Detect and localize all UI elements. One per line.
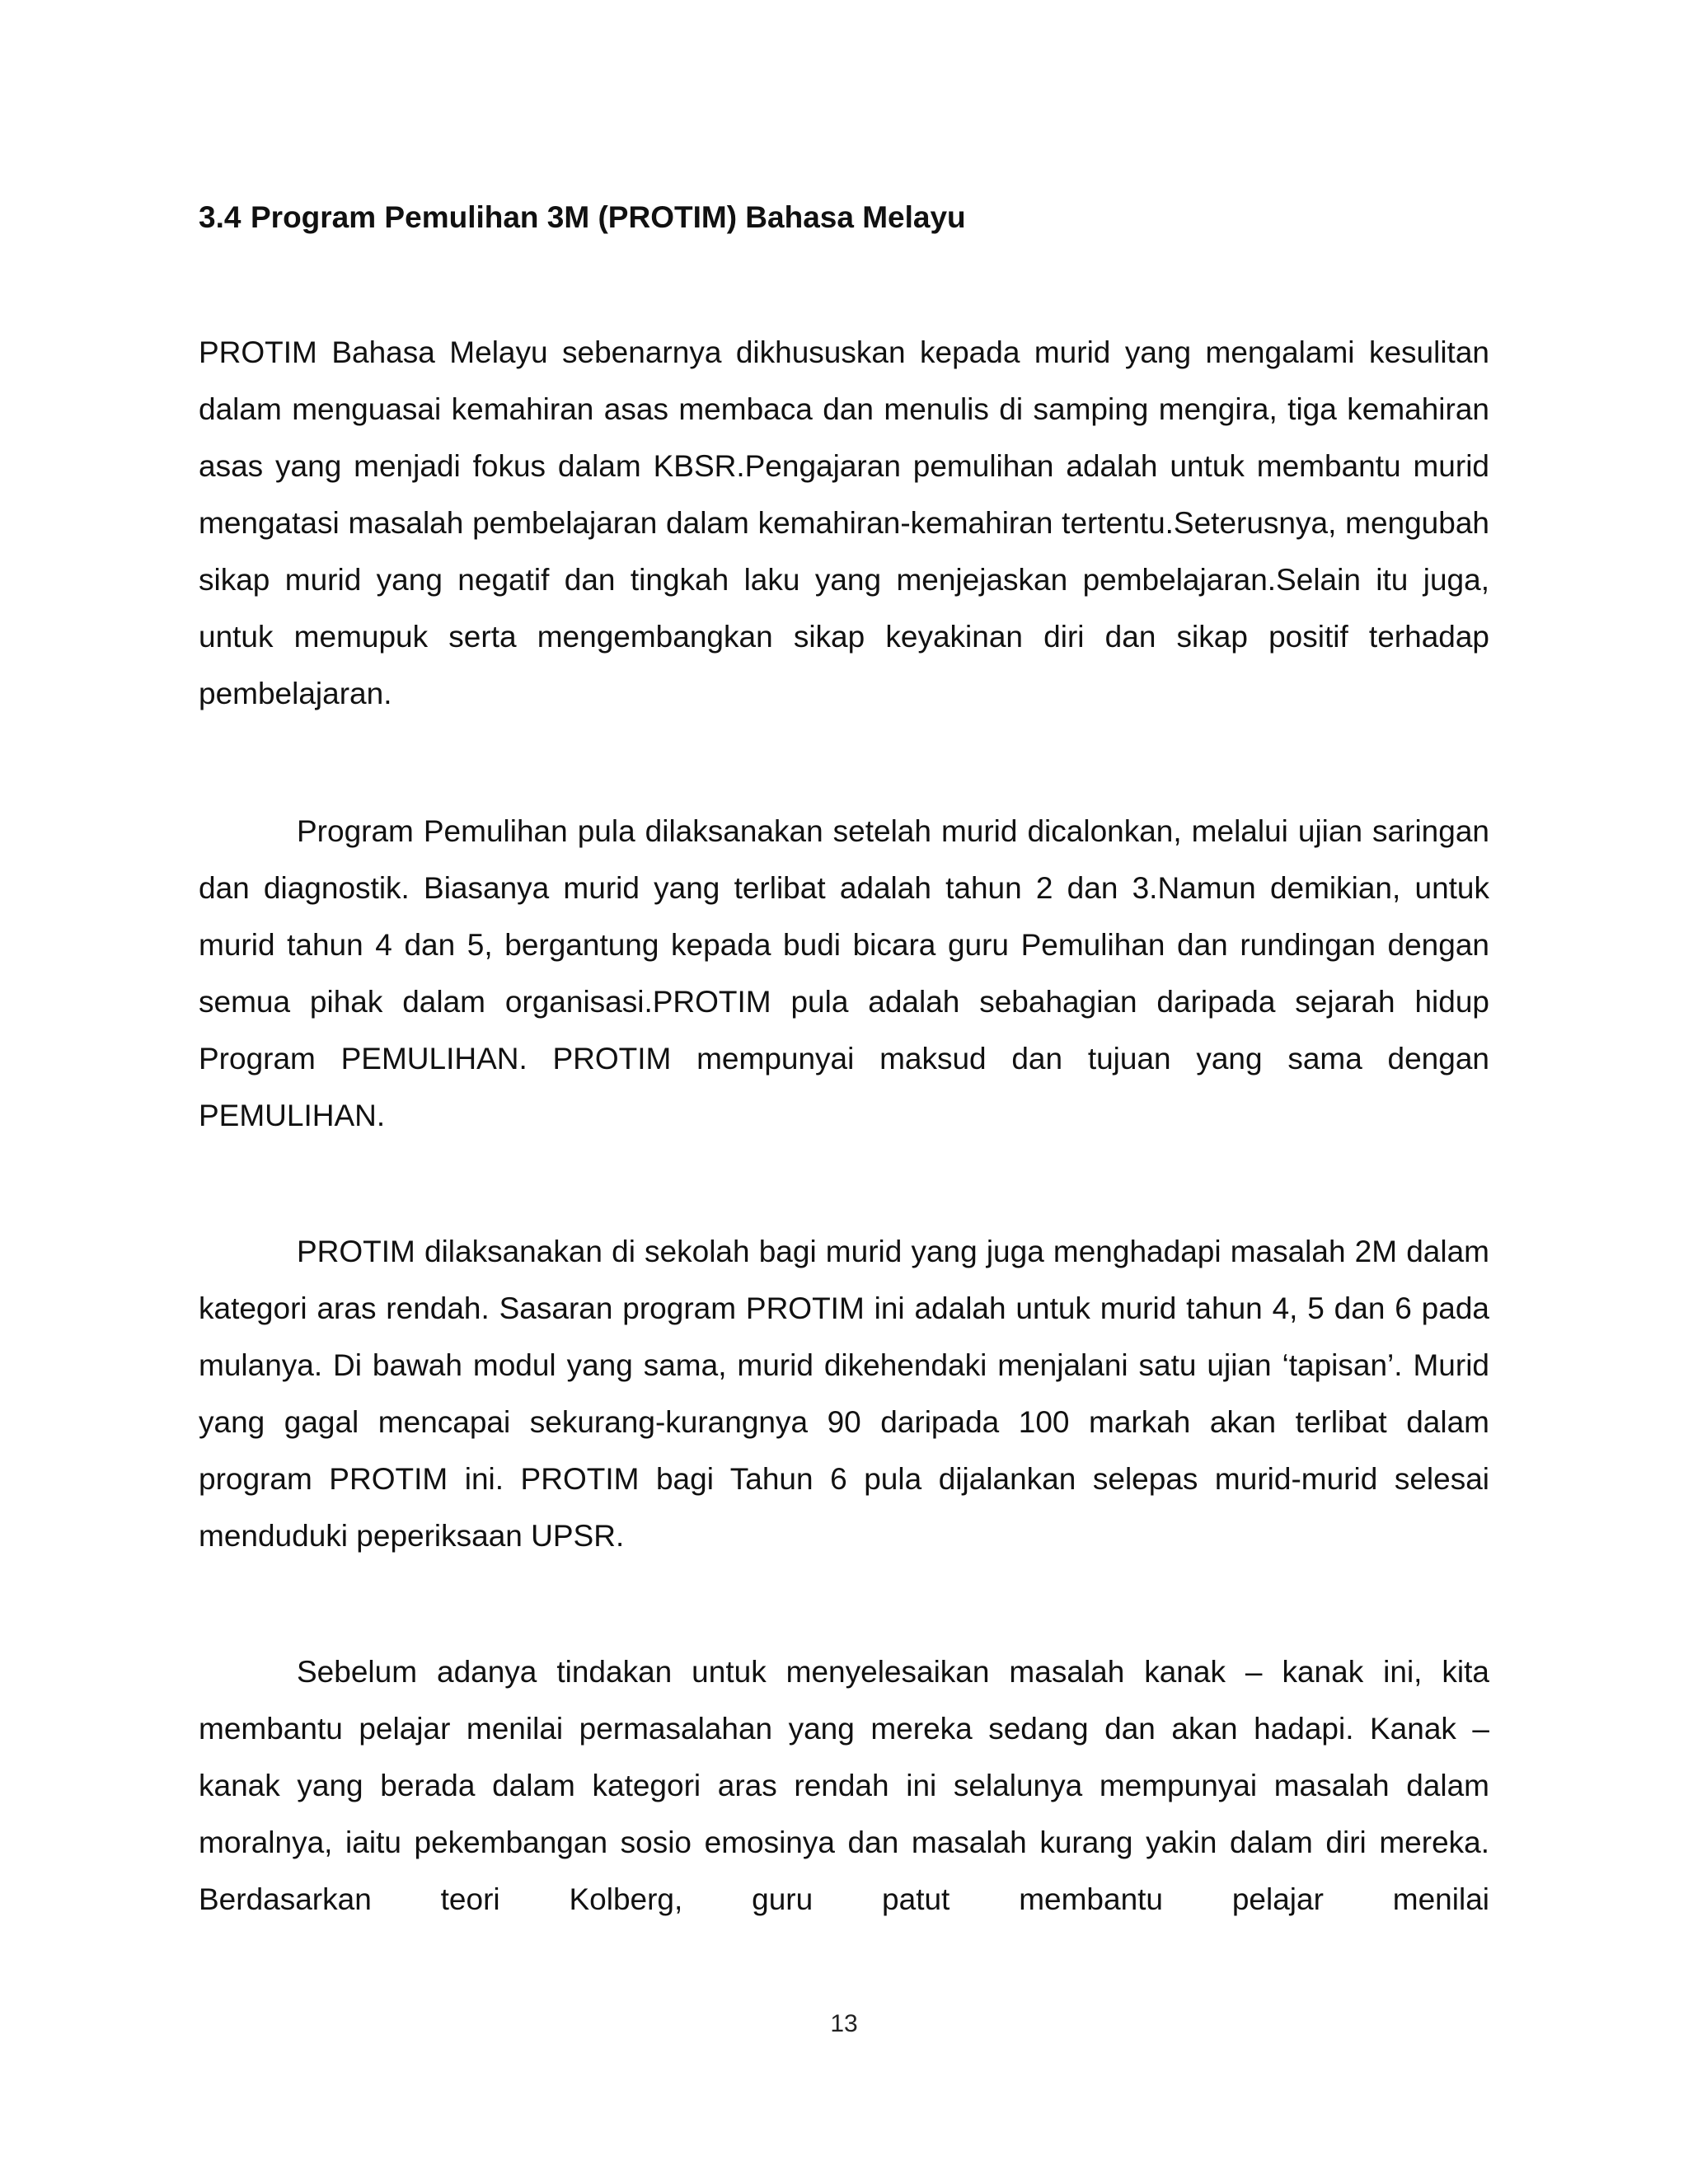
paragraph-1: PROTIM Bahasa Melayu sebenarnya dikhususkan kepada murid yang mengalami kesulitan dalam menguasai kemahiran asas membaca dan menulis di samping mengira, tiga kemahiran asas yang menjadi fokus dalam KBSR.Pengajaran pemulihan adalah untuk membantu murid mengatasi masalah pembelajaran dalam kemahiran-kemahiran tertentu.Seterusnya, mengubah sikap murid yang negatif dan tingkah laku yang menjejaskan pembelajaran.Selain itu juga, untuk memupuk serta mengembangkan sikap keyakinan diri dan sikap positif terhadap pembelajaran. bbox=[199, 335, 1489, 710]
section-heading bbox=[199, 196, 966, 239]
section-number: 3.4 bbox=[199, 200, 241, 234]
page-number: 13 bbox=[830, 2010, 858, 2037]
paragraph-2: Program Pemulihan pula dilaksanakan setelah murid dicalonkan, melalui ujian saringan dan diagnostik. Biasanya murid yang terlibat adalah tahun 2 dan 3.Namun demikian, untuk murid tahun 4 dan 5, bergantung kepada budi bicara guru Pemulihan dan rundingan dengan semua pihak dalam organisasi.PROTIM pula adalah sebahagian daripada sejarah hidup Program PEMULIHAN. PROTIM mempunyai maksud dan tujuan yang sama dengan PEMULIHAN. bbox=[199, 814, 1489, 1132]
paragraph-4: Sebelum adanya tindakan untuk menyelesaikan masalah kanak – kanak ini, kita membantu pelajar menilai permasalahan yang mereka sedang dan akan hadapi. Kanak – kanak yang berada dalam kategori aras rendah ini selalunya mempunyai masalah dalam moralnya, iaitu pekembangan sosio emosinya dan masalah kurang yakin dalam diri mereka. Berdasarkan teori Kolberg, guru patut membantu pelajar menilai bbox=[199, 1655, 1489, 1916]
section-title: Program Pemulihan 3M (PROTIM) Bahasa Melayu bbox=[251, 200, 966, 234]
paragraph-3: PROTIM dilaksanakan di sekolah bagi murid yang juga menghadapi masalah 2M dalam kategori aras rendah. Sasaran program PROTIM ini adalah untuk murid tahun 4, 5 dan 6 pada mulanya. Di bawah modul yang sama, murid dikehendaki menjalani satu ujian ‘tapisan’. Murid yang gagal mencapai sekurang-kurangnya 90 daripada 100 markah akan terlibat dalam program PROTIM ini. PROTIM bagi Tahun 6 pula dijalankan selepas murid-murid selesai menduduki peperiksaan UPSR. bbox=[199, 1235, 1489, 1553]
